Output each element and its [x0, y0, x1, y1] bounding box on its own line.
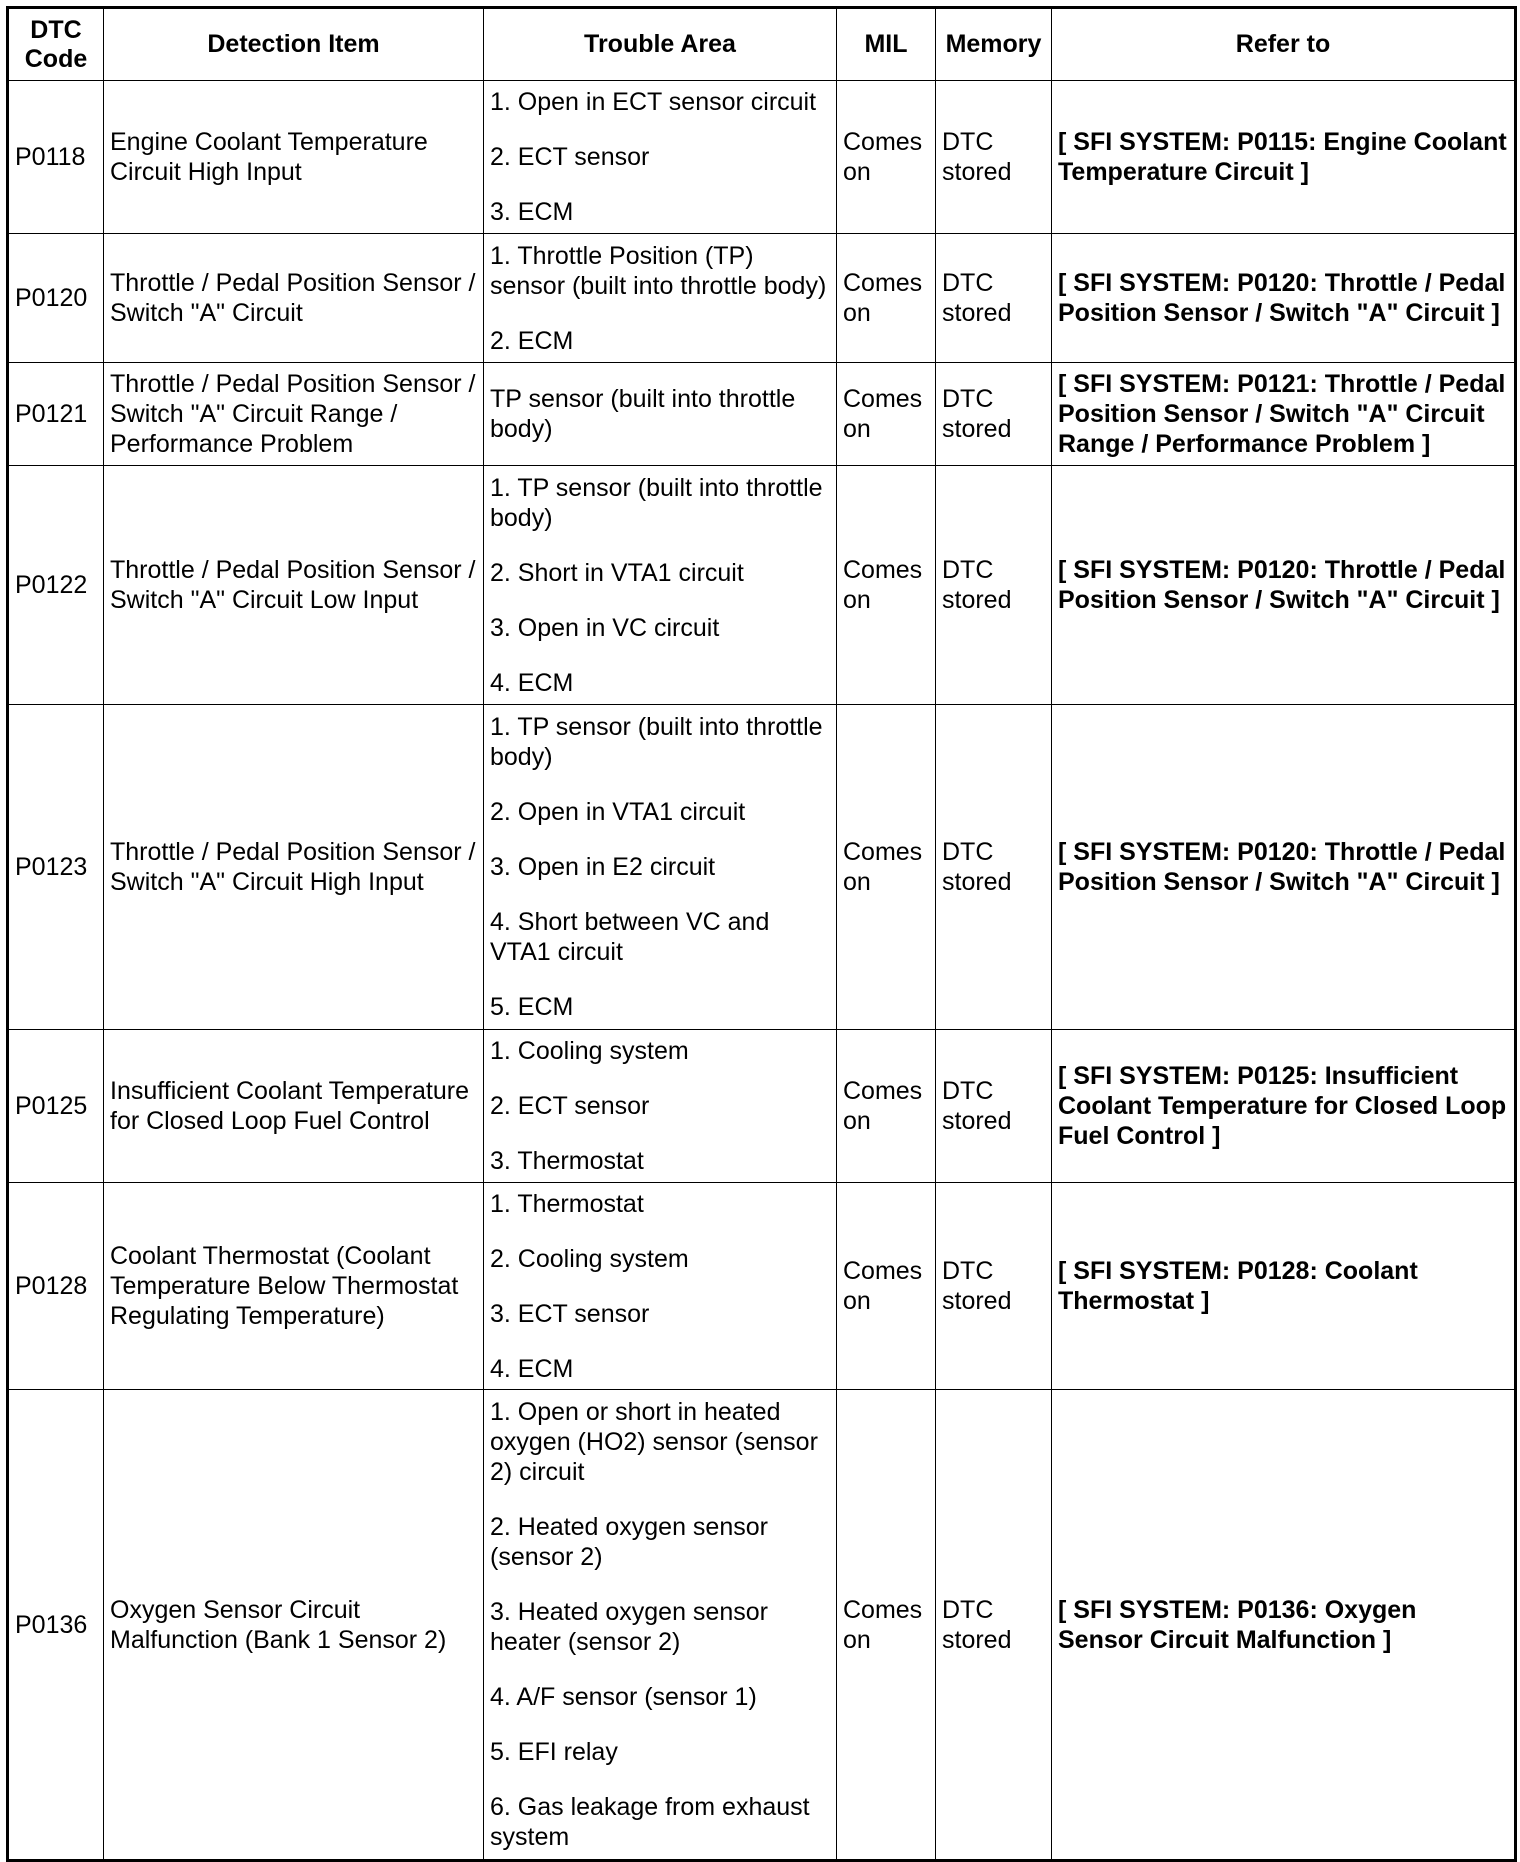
dtc-code-cell: P0128 — [8, 1183, 104, 1390]
trouble-area-item: 2. ECT sensor — [490, 143, 650, 171]
table-row — [8, 1030, 1516, 1183]
trouble-area-item: 5. ECM — [490, 993, 574, 1021]
detection-item-cell: Throttle / Pedal Position Sensor / Switch "A" Circuit — [104, 234, 484, 363]
mil-cell: Comes on — [837, 234, 936, 363]
trouble-area-item: 3. ECM — [490, 198, 574, 226]
dtc-code-cell: P0122 — [8, 466, 104, 705]
table-row — [8, 705, 1516, 1030]
refer-to-cell: [ SFI SYSTEM: P0120: Throttle / Pedal Position Sensor / Switch "A" Circuit ] — [1052, 466, 1516, 705]
trouble-area-item: 3. Open in VC circuit — [490, 613, 720, 642]
trouble-area-cell — [484, 1183, 837, 1390]
trouble-area-item: 1. Open in ECT sensor circuit — [490, 88, 817, 116]
trouble-area-item: 2. ECT sensor — [490, 1092, 650, 1120]
mil-cell: Comes on — [837, 705, 936, 1030]
memory-cell: DTC stored — [936, 466, 1052, 705]
memory-cell: DTC stored — [936, 363, 1052, 466]
trouble-area-item: 6. Gas leakage from exhaust system — [490, 1793, 810, 1851]
trouble-area-cell — [484, 1030, 837, 1183]
trouble-area-item: 1. Open or short in heated oxygen (HO2) sensor (sensor 2) circuit — [490, 1398, 818, 1486]
header-mil: MIL — [837, 8, 936, 81]
mil-cell: Comes on — [837, 466, 936, 705]
header-dtc-code: DTC Code — [8, 8, 104, 81]
detection-item-cell: Throttle / Pedal Position Sensor / Switch "A" Circuit High Input — [104, 705, 484, 1030]
refer-to-cell: [ SFI SYSTEM: P0128: Coolant Thermostat ] — [1052, 1183, 1516, 1390]
memory-cell: DTC stored — [936, 81, 1052, 234]
mil-cell: Comes on — [837, 1030, 936, 1183]
dtc-code-cell: P0123 — [8, 705, 104, 1030]
table-row — [8, 1183, 1516, 1390]
detection-item-cell: Coolant Thermostat (Coolant Temperature Below Thermostat Regulating Temperature) — [104, 1183, 484, 1390]
trouble-area-item: 4. A/F sensor (sensor 1) — [490, 1683, 757, 1711]
trouble-area-item: 3. Thermostat — [490, 1147, 644, 1175]
mil-cell: Comes on — [837, 81, 936, 234]
trouble-area-item: 4. ECM — [490, 668, 574, 697]
refer-to-cell: [ SFI SYSTEM: P0120: Throttle / Pedal Position Sensor / Switch "A" Circuit ] — [1052, 705, 1516, 1030]
trouble-area-cell — [484, 363, 837, 466]
trouble-area-cell — [484, 1390, 837, 1861]
detection-item-cell: Engine Coolant Temperature Circuit High Input — [104, 81, 484, 234]
trouble-area-cell — [484, 81, 837, 234]
trouble-area-cell — [484, 705, 837, 1030]
trouble-area-item: TP sensor (built into throttle body) — [490, 385, 796, 443]
trouble-area-item: 4. ECM — [490, 1354, 574, 1383]
memory-cell: DTC stored — [936, 705, 1052, 1030]
header-memory: Memory — [936, 8, 1052, 81]
refer-to-cell: [ SFI SYSTEM: P0115: Engine Coolant Temperature Circuit ] — [1052, 81, 1516, 234]
table-row — [8, 363, 1516, 466]
mil-cell: Comes on — [837, 1390, 936, 1861]
refer-to-cell: [ SFI SYSTEM: P0121: Throttle / Pedal Position Sensor / Switch "A" Circuit Range / Performance Problem ] — [1052, 363, 1516, 466]
trouble-area-item: 1. Throttle Position (TP) sensor (built into throttle body) — [490, 241, 827, 300]
header-trouble-area: Trouble Area — [484, 8, 837, 81]
trouble-area-item: 2. ECM — [490, 326, 574, 355]
trouble-area-item: 1. Thermostat — [490, 1189, 644, 1218]
trouble-area-item: 1. TP sensor (built into throttle body) — [490, 713, 823, 771]
dtc-table — [6, 6, 1517, 1862]
trouble-area-item: 1. TP sensor (built into throttle body) — [490, 473, 823, 532]
mil-cell: Comes on — [837, 363, 936, 466]
memory-cell: DTC stored — [936, 1030, 1052, 1183]
table-row — [8, 81, 1516, 234]
memory-cell: DTC stored — [936, 234, 1052, 363]
dtc-code-cell: P0118 — [8, 81, 104, 234]
detection-item-cell: Throttle / Pedal Position Sensor / Switch "A" Circuit Low Input — [104, 466, 484, 705]
trouble-area-cell — [484, 234, 837, 363]
trouble-area-item: 3. Heated oxygen sensor heater (sensor 2) — [490, 1598, 768, 1656]
trouble-area-item: 3. Open in E2 circuit — [490, 853, 716, 881]
trouble-area-item: 2. Cooling system — [490, 1244, 689, 1273]
detection-item-cell: Insufficient Coolant Temperature for Closed Loop Fuel Control — [104, 1030, 484, 1183]
trouble-area-item: 2. Open in VTA1 circuit — [490, 798, 746, 826]
mil-cell: Comes on — [837, 1183, 936, 1390]
trouble-area-item: 1. Cooling system — [490, 1037, 689, 1065]
refer-to-cell: [ SFI SYSTEM: P0125: Insufficient Coolant Temperature for Closed Loop Fuel Control ] — [1052, 1030, 1516, 1183]
table-row — [8, 1390, 1516, 1861]
trouble-area-cell — [484, 466, 837, 705]
detection-item-cell: Oxygen Sensor Circuit Malfunction (Bank 1 Sensor 2) — [104, 1390, 484, 1861]
trouble-area-item: 3. ECT sensor — [490, 1299, 650, 1328]
detection-item-cell: Throttle / Pedal Position Sensor / Switch "A" Circuit Range / Performance Problem — [104, 363, 484, 466]
table-body — [8, 81, 1516, 1861]
table-row — [8, 466, 1516, 705]
header-refer-to: Refer to — [1052, 8, 1516, 81]
trouble-area-item: 2. Short in VTA1 circuit — [490, 558, 744, 587]
table-row — [8, 234, 1516, 363]
trouble-area-item: 5. EFI relay — [490, 1738, 618, 1766]
trouble-area-item: 4. Short between VC and VTA1 circuit — [490, 908, 770, 966]
dtc-code-cell: P0136 — [8, 1390, 104, 1861]
dtc-code-cell: P0125 — [8, 1030, 104, 1183]
refer-to-cell: [ SFI SYSTEM: P0136: Oxygen Sensor Circuit Malfunction ] — [1052, 1390, 1516, 1861]
trouble-area-item: 2. Heated oxygen sensor (sensor 2) — [490, 1513, 768, 1571]
dtc-code-cell: P0120 — [8, 234, 104, 363]
header-row — [8, 8, 1516, 81]
dtc-code-cell: P0121 — [8, 363, 104, 466]
memory-cell: DTC stored — [936, 1183, 1052, 1390]
memory-cell: DTC stored — [936, 1390, 1052, 1861]
header-detection-item: Detection Item — [104, 8, 484, 81]
refer-to-cell: [ SFI SYSTEM: P0120: Throttle / Pedal Position Sensor / Switch "A" Circuit ] — [1052, 234, 1516, 363]
